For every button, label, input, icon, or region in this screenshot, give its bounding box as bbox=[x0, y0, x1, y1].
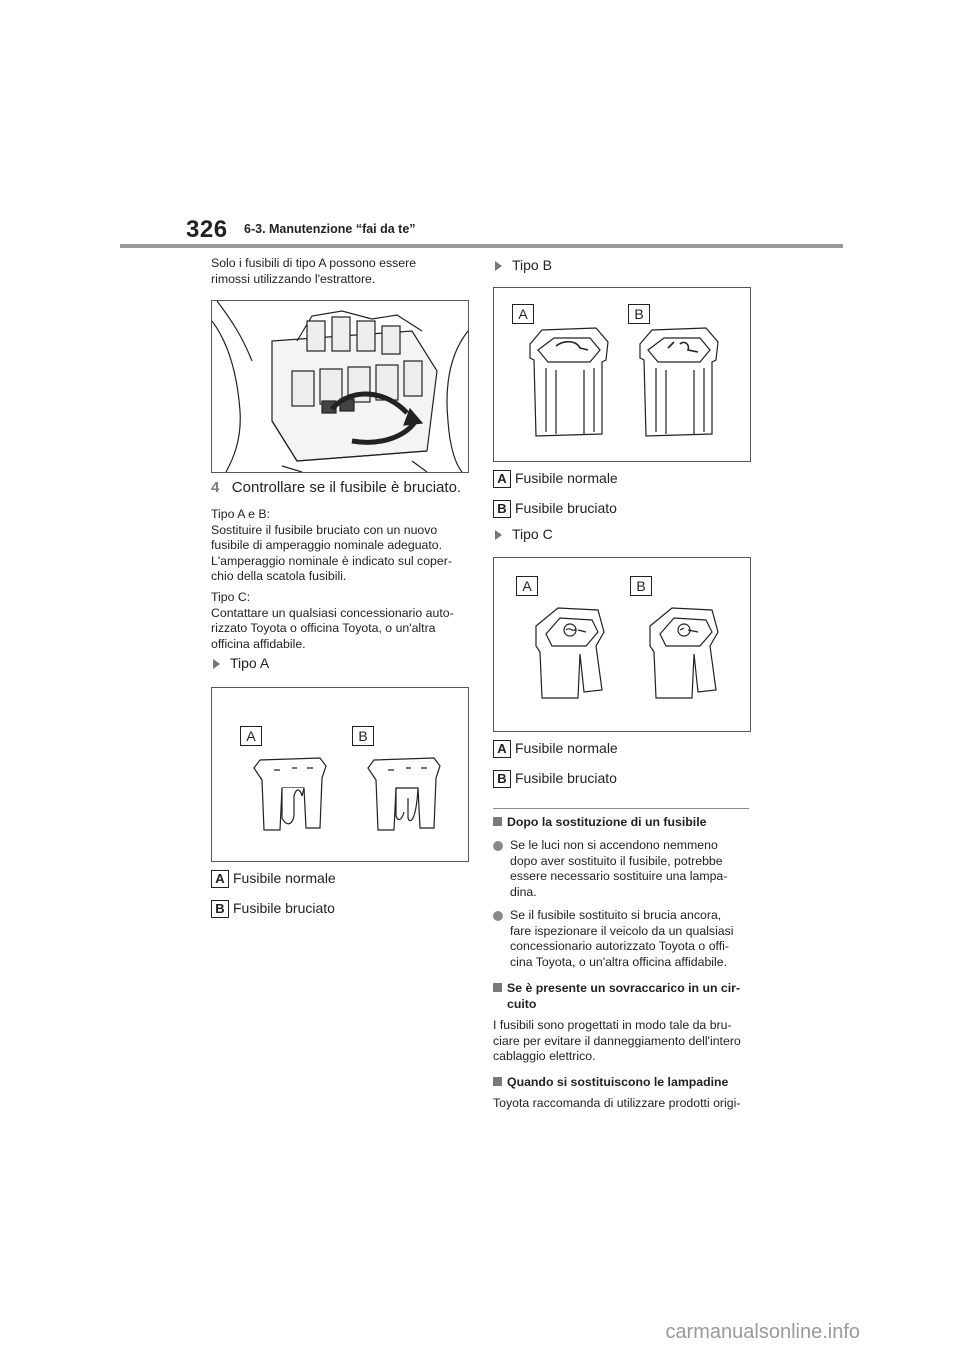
caption-text: Fusibile bruciato bbox=[233, 900, 335, 916]
fig-label-b: B bbox=[628, 304, 650, 324]
tipo-b-heading bbox=[495, 257, 552, 273]
heading-bulbs bbox=[493, 1075, 728, 1091]
header-rule bbox=[120, 244, 843, 248]
para-line: fusibile di amperaggio nominale adeguato. bbox=[211, 538, 443, 552]
triangle-bullet-icon bbox=[495, 261, 502, 271]
para-line: Contattare un qualsiasi concessionario auto- bbox=[211, 605, 454, 620]
para-line: Toyota raccomanda di utilizzare prodotti origi- bbox=[493, 1096, 741, 1110]
caption-normal-b bbox=[493, 470, 618, 488]
intro-text bbox=[211, 256, 416, 287]
tipo-c-figure bbox=[493, 557, 751, 732]
callout-a: A bbox=[493, 740, 511, 758]
tipo-b-label: Tipo B bbox=[512, 257, 552, 273]
para-line: rizzato Toyota o officina Toyota, o un'altra bbox=[211, 621, 436, 635]
tipo-c-label: Tipo C bbox=[512, 526, 553, 542]
step-4 bbox=[211, 479, 461, 497]
type-c-instructions bbox=[211, 590, 454, 652]
para-line: Tipo A e B: bbox=[211, 507, 271, 521]
tipo-c-heading bbox=[495, 526, 553, 542]
callout-b: B bbox=[211, 900, 229, 918]
cartridge-fuse-b-illustration bbox=[494, 288, 750, 461]
bullet-dot-icon bbox=[493, 911, 503, 921]
caption-blown-a bbox=[211, 900, 335, 918]
fig-label-a: A bbox=[516, 576, 538, 596]
caption-normal-c bbox=[493, 740, 618, 758]
step-number: 4 bbox=[211, 479, 220, 496]
caption-text: Fusibile normale bbox=[515, 740, 618, 756]
caption-text: Fusibile normale bbox=[233, 870, 336, 886]
page-number: 326 bbox=[186, 216, 228, 243]
para-line: Tipo C: bbox=[211, 590, 251, 604]
intro-line: Solo i fusibili di tipo A possono essere bbox=[211, 256, 417, 270]
footer-watermark: carmanualsonline.info bbox=[665, 1321, 860, 1343]
para-line: dina. bbox=[510, 884, 537, 899]
bullet-dot-icon bbox=[493, 841, 503, 851]
para-line: dopo aver sostituito il fusibile, potrebbe bbox=[510, 853, 723, 868]
caption-text: Fusibile bruciato bbox=[515, 500, 617, 516]
fig-label-b: B bbox=[630, 576, 652, 596]
blade-fuse-illustration bbox=[212, 688, 468, 861]
caption-blown-b bbox=[493, 500, 617, 518]
para-line: Sostituire il fusibile bruciato con un nuovo bbox=[211, 522, 438, 537]
cartridge-fuse-c-illustration bbox=[494, 558, 750, 731]
para-line: cablaggio elettrico. bbox=[493, 1049, 596, 1063]
square-bullet-icon bbox=[493, 983, 502, 992]
callout-b: B bbox=[493, 770, 511, 788]
heading-text: Quando si sostituiscono le lampadine bbox=[507, 1075, 729, 1089]
caption-text: Fusibile normale bbox=[515, 470, 618, 486]
para-line: ciare per evitare il danneggiamento dell'intero bbox=[493, 1033, 741, 1048]
para-line: I fusibili sono progettati in modo tale da bru- bbox=[493, 1018, 732, 1032]
para-line: essere necessario sostituire una lampa- bbox=[510, 869, 728, 883]
para-line: Se il fusibile sostituito si brucia ancora, bbox=[510, 908, 722, 922]
heading-text: Dopo la sostituzione di un fusibile bbox=[507, 815, 707, 829]
overload-text bbox=[493, 1018, 741, 1065]
section-title: 6-3. Manutenzione “fai da te” bbox=[244, 222, 416, 236]
para-line: chio della scatola fusibili. bbox=[211, 569, 347, 583]
para-line: officina affidabile. bbox=[211, 636, 306, 651]
tipo-a-figure bbox=[211, 687, 469, 862]
callout-a: A bbox=[493, 470, 511, 488]
square-bullet-icon bbox=[493, 1077, 502, 1086]
para-line: L'amperaggio nominale è indicato sul coper- bbox=[211, 553, 452, 568]
para-line: Se le luci non si accendono nemmeno bbox=[510, 838, 718, 852]
heading-after-replacement bbox=[493, 815, 706, 831]
fig-label-b: B bbox=[352, 726, 374, 746]
bulbs-text bbox=[493, 1096, 740, 1112]
bullet-blows-again bbox=[510, 908, 734, 970]
para-line: fare ispezionare il veicolo da un qualsiasi bbox=[510, 923, 734, 938]
type-ab-instructions bbox=[211, 507, 452, 585]
para-line: cina Toyota, o un'altra officina affidabile. bbox=[510, 954, 728, 969]
caption-normal-a bbox=[211, 870, 336, 888]
heading-text: cuito bbox=[507, 996, 537, 1011]
tipo-a-heading bbox=[213, 655, 269, 671]
notes-divider bbox=[493, 808, 749, 809]
caption-text: Fusibile bruciato bbox=[515, 770, 617, 786]
fig-label-a: A bbox=[240, 726, 262, 746]
callout-a: A bbox=[211, 870, 229, 888]
bullet-lights bbox=[510, 838, 727, 900]
heading-text: Se è presente un sovraccarico in un cir- bbox=[507, 981, 741, 995]
square-bullet-icon bbox=[493, 817, 502, 826]
triangle-bullet-icon bbox=[495, 530, 502, 540]
intro-line: rimossi utilizzando l'estrattore. bbox=[211, 271, 376, 286]
step-text: Controllare se il fusibile è bruciato. bbox=[231, 479, 462, 496]
fuse-box-figure bbox=[211, 300, 469, 473]
fig-label-a: A bbox=[512, 304, 534, 324]
callout-b: B bbox=[493, 500, 511, 518]
tipo-b-figure bbox=[493, 287, 751, 462]
caption-blown-c bbox=[493, 770, 617, 788]
triangle-bullet-icon bbox=[213, 659, 220, 669]
heading-overload bbox=[493, 981, 740, 1012]
para-line: concessionario autorizzato Toyota o offi- bbox=[510, 939, 729, 953]
tipo-a-label: Tipo A bbox=[230, 655, 270, 671]
fuse-box-illustration bbox=[212, 301, 468, 472]
